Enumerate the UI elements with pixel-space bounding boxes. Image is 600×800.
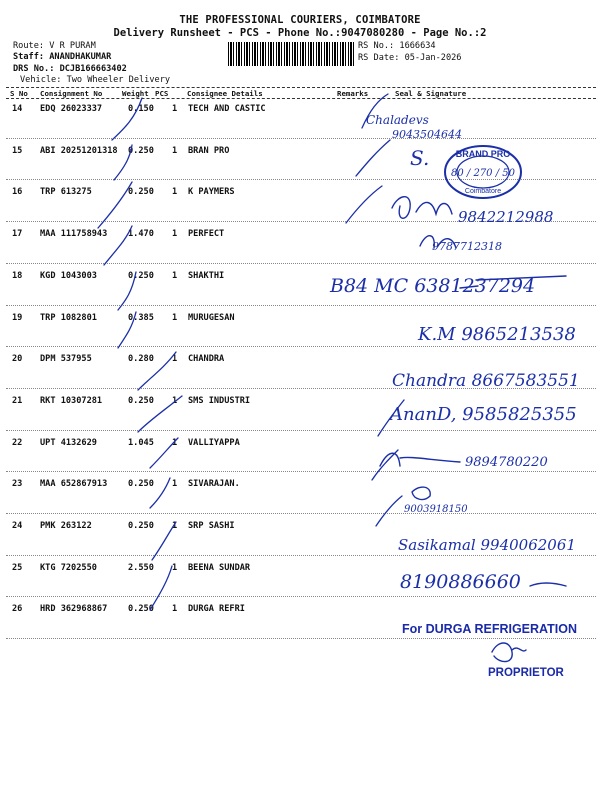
col-weight: Weight <box>122 89 149 98</box>
row-sno: 23 <box>12 479 23 490</box>
row-pcs: 1 <box>172 312 178 323</box>
tick-marks <box>98 94 404 610</box>
row-separator <box>6 471 596 472</box>
row-consignment: MAA 652867913 <box>40 479 108 490</box>
row-consignee: DURGA REFRI <box>188 604 245 615</box>
row-pcs: 1 <box>172 145 178 156</box>
row-consignee: MURUGESAN <box>188 312 235 323</box>
row-weight: 0.250 <box>128 604 154 615</box>
row-sno: 22 <box>12 437 23 448</box>
row-consignment: MAA 111758943 <box>40 229 108 240</box>
stamp-bottom: Coimbatore <box>464 188 502 195</box>
runsheet-title: Delivery Runsheet - PCS - Phone No.:9047080280 - Page No.:2 <box>113 27 487 39</box>
row-sno: 15 <box>12 145 23 156</box>
stamp-top: BRAND PRO <box>455 149 511 159</box>
row-consignee: SHAKTHI <box>188 270 225 281</box>
row-sno: 19 <box>12 312 23 323</box>
row-consignment: KTG 7202550 <box>40 562 97 573</box>
row-consignment: TRP 1082801 <box>40 312 97 323</box>
col-consignee: Consignee Details <box>187 89 263 98</box>
row-separator <box>6 555 596 556</box>
col-sno: S No <box>10 89 28 98</box>
header-rule-bottom <box>6 98 596 99</box>
row-pcs: 1 <box>172 604 178 615</box>
row-pcs: 1 <box>172 104 178 114</box>
sign-row22: 9894780220 <box>465 455 548 470</box>
company-stamp-for: For DURGA REFRIGERATION <box>402 622 577 636</box>
row-separator <box>6 138 596 139</box>
row-pcs: 1 <box>172 229 178 240</box>
row-pcs: 1 <box>172 437 178 448</box>
row-consignee: TECH AND CASTIC <box>188 104 266 114</box>
sign-row21: AnanD, 9585825355 <box>390 404 577 425</box>
col-remarks: Remarks <box>337 89 369 98</box>
sign-row20: Chandra 8667583551 <box>392 371 580 391</box>
row-consignment: TRP 613275 <box>40 187 92 198</box>
row-separator <box>6 346 596 347</box>
stamp-middle: 80 / 270 / 50 <box>451 168 515 179</box>
sign-row25: 8190886660 <box>400 571 521 593</box>
rs-number: RS No.: 1666634 <box>358 41 436 51</box>
row-separator <box>6 638 596 639</box>
row-consignment: PMK 263122 <box>40 521 92 531</box>
row-separator <box>6 221 596 222</box>
row-weight: 0.250 <box>128 145 154 156</box>
row-consignee: VALLIYAPPA <box>188 437 240 448</box>
row-weight: 0.250 <box>128 521 154 531</box>
row-consignee: CHANDRA <box>188 354 225 365</box>
row-sno: 24 <box>12 521 23 531</box>
row-consignee: BRAN PRO <box>188 145 230 156</box>
row-pcs: 1 <box>172 354 178 365</box>
company-stamp-title: PROPRIETOR <box>488 667 564 679</box>
row-sno: 14 <box>12 104 23 114</box>
company-name: THE PROFESSIONAL COURIERS, COIMBATORE <box>179 14 421 26</box>
sign-row18: B84 MC 6381237294 <box>330 275 536 297</box>
row-consignee: K PAYMERS <box>188 187 235 198</box>
row-pcs: 1 <box>172 562 178 573</box>
row-separator <box>6 388 596 389</box>
row-consignment: KGD 1043003 <box>40 270 97 281</box>
barcode <box>228 42 354 66</box>
sign-phone-16: 9842212988 <box>458 208 554 226</box>
row-consignment: HRD 362968867 <box>40 604 108 615</box>
header-rule-top <box>6 87 596 88</box>
row-sno: 17 <box>12 229 23 240</box>
staff-label: Staff: ANANDHAKUMAR <box>13 52 112 62</box>
row-weight: 0.250 <box>128 479 154 490</box>
row-weight: 1.045 <box>128 437 154 448</box>
row-weight: 0.280 <box>128 354 154 365</box>
row-sno: 25 <box>12 562 23 573</box>
row-separator <box>6 305 596 306</box>
rs-date: RS Date: 05-Jan-2026 <box>358 53 462 63</box>
route-label: Route: V R PURAM <box>13 41 96 51</box>
row-weight: 0.385 <box>128 312 154 323</box>
row-pcs: 1 <box>172 479 178 490</box>
row-weight: 1.470 <box>128 229 154 240</box>
row-weight: 0.150 <box>128 104 154 114</box>
row-weight: 0.250 <box>128 395 154 406</box>
col-seal-signature: Seal & Signature <box>395 89 467 98</box>
sign-row24: Sasikamal 9940062061 <box>398 536 576 554</box>
row-weight: 0.250 <box>128 187 154 198</box>
row-pcs: 1 <box>172 521 178 531</box>
sign-row19: K.M 9865213538 <box>418 324 576 345</box>
row-consignee: SRP SASHI <box>188 521 235 531</box>
row-consignment: UPT 4132629 <box>40 437 97 448</box>
sign-row23: 9003918150 <box>404 504 468 515</box>
sign-row15: S. <box>410 146 430 170</box>
row-consignee: SIVARAJAN. <box>188 479 240 490</box>
row-sno: 16 <box>12 187 23 198</box>
brand-pro-stamp <box>441 143 525 201</box>
row-separator <box>6 263 596 264</box>
drs-label: DRS No.: DCJB166663402 <box>13 64 127 74</box>
sign-row14: Chaladevs <box>366 113 429 127</box>
row-sno: 21 <box>12 395 23 406</box>
sign-phone-17: 9787712318 <box>432 240 502 253</box>
row-consignee: BEENA SUNDAR <box>188 562 251 573</box>
row-consignee: PERFECT <box>188 229 225 240</box>
row-pcs: 1 <box>172 270 178 281</box>
row-sno: 18 <box>12 270 23 281</box>
row-consignment: ABI 20251201318 <box>40 145 118 156</box>
col-pcs: PCS <box>155 89 169 98</box>
row-sno: 20 <box>12 354 23 365</box>
row-pcs: 1 <box>172 395 178 406</box>
row-weight: 2.550 <box>128 562 154 573</box>
row-separator <box>6 430 596 431</box>
row-consignment: RKT 10307281 <box>40 395 103 406</box>
row-separator <box>6 596 596 597</box>
row-consignment: DPM 537955 <box>40 354 92 365</box>
row-consignment: EDQ 26023337 <box>40 104 103 114</box>
row-weight: 0.250 <box>128 270 154 281</box>
row-pcs: 1 <box>172 187 178 198</box>
row-separator <box>6 513 596 514</box>
col-consignment: Consignment No <box>40 89 103 98</box>
row-consignee: SMS INDUSTRI <box>188 395 251 406</box>
sign-phone-14: 9043504644 <box>392 128 462 141</box>
vehicle-label: Vehicle: Two Wheeler Delivery <box>20 75 171 85</box>
row-sno: 26 <box>12 604 23 615</box>
